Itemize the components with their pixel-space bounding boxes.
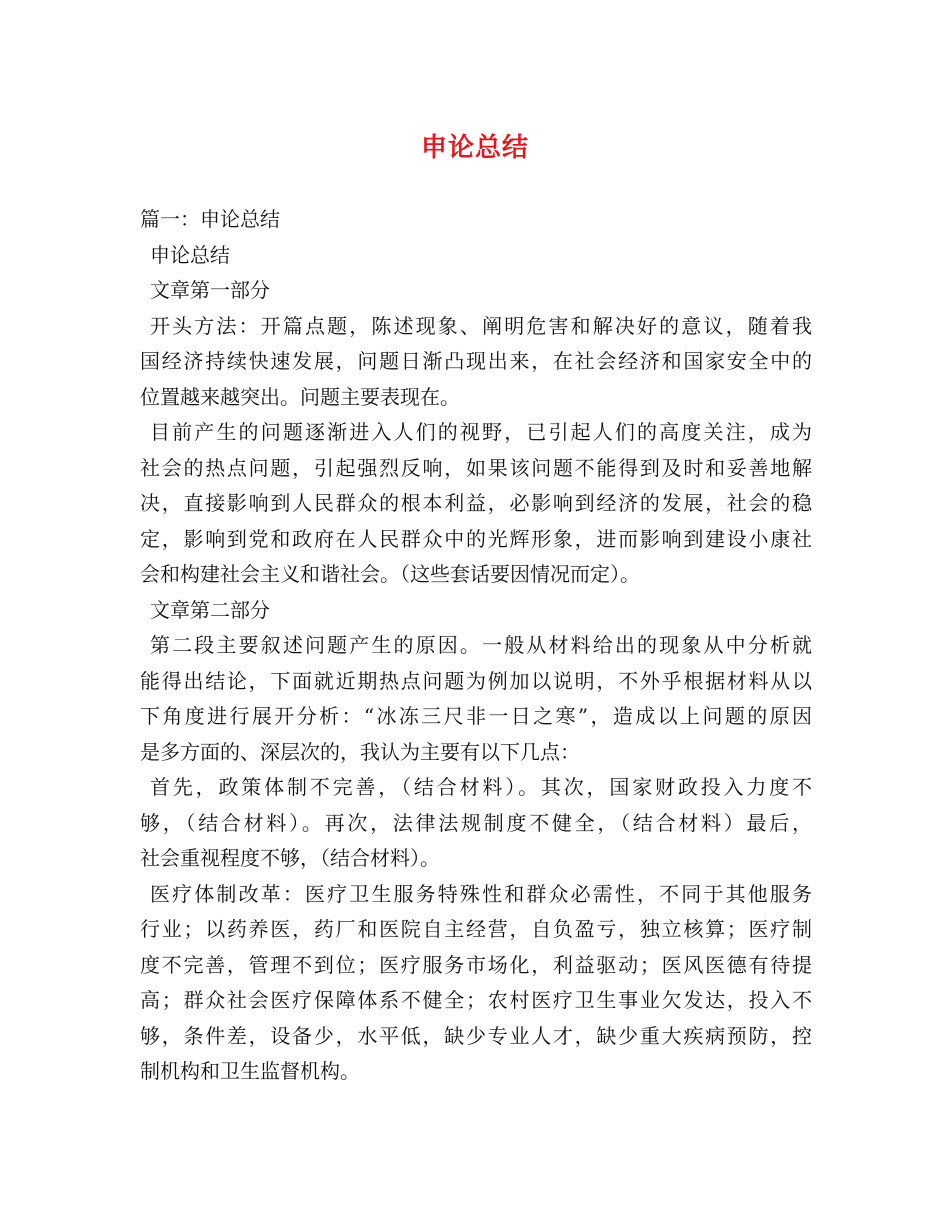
paragraph-line: 第二段主要叙述问题产生的原因。一般从材料给出的现象从中分析就 (150, 633, 812, 657)
paragraph-line: 国经济持续快速发展，问题日渐凸现出来，在社会经济和国家安全中的 (140, 349, 812, 373)
document-title: 申论总结 (420, 133, 529, 163)
paragraph-line: 首先，政策体制不完善，（结合材料）。其次，国家财政投入力度不 (150, 775, 812, 799)
paragraph-line: 位置越来越突出。问题主要表现在。 (140, 384, 460, 409)
paragraph-line: 制机构和卫生监督机构。 (140, 1059, 360, 1083)
document-body (140, 202, 812, 1090)
paragraph-line: 够，条件差，设备少，水平低，缺少专业人才，缺少重大疾病预防，控 (140, 1023, 812, 1048)
paragraph-line: 会和构建社会主义和谐社会。（这些套话要因情况而定）。 (140, 562, 640, 586)
part-heading: 文章第一部分 (150, 278, 270, 302)
paragraph-line: 定，影响到党和政府在人民群众中的光辉形象，进而影响到建设小康社 (140, 526, 812, 551)
paragraph-line: 开头方法：开篇点题，陈述现象、阐明危害和解决好的意议，随着我 (150, 313, 812, 338)
part-heading: 文章第二部分 (150, 597, 270, 622)
paragraph-line: 社会的热点问题，引起强烈反响，如果该问题不能得到及时和妥善地解 (140, 455, 812, 480)
paragraph-line: 决，直接影响到人民群众的根本利益，必影响到经济的发展，社会的稳 (140, 491, 812, 515)
paragraph-line: 高；群众社会医疗保障体系不健全；农村医疗卫生事业欠发达，投入不 (140, 988, 812, 1012)
subtitle-line: 申论总结 (150, 242, 230, 267)
paragraph-line: 行业；以药养医，药厂和医院自主经营，自负盈亏，独立核算；医疗制 (140, 917, 812, 941)
section-heading: 篇一：申论总结 (140, 207, 280, 231)
paragraph-line: 能得出结论，下面就近期热点问题为例加以说明，不外乎根据材料从以 (140, 668, 812, 693)
paragraph-line: 目前产生的问题逐渐进入人们的视野，已引起人们的高度关注，成为 (150, 420, 812, 444)
paragraph-line: 度不完善，管理不到位；医疗服务市场化，利益驱动；医风医德有待提 (140, 952, 812, 977)
paragraph-line: 社会重视程度不够，（结合材料）。 (140, 846, 440, 870)
paragraph-line: 够，（结合材料）。再次，法律法规制度不健全，（结合材料）最后， (140, 810, 812, 835)
paragraph-line: 是多方面的、深层次的，我认为主要有以下几点： (140, 739, 580, 764)
paragraph-line: 医疗体制改革：医疗卫生服务特殊性和群众必需性，不同于其他服务 (150, 881, 812, 906)
paragraph-line: 下角度进行展开分析：“冰冻三尺非一日之寒”，造成以上问题的原因 (140, 704, 812, 728)
